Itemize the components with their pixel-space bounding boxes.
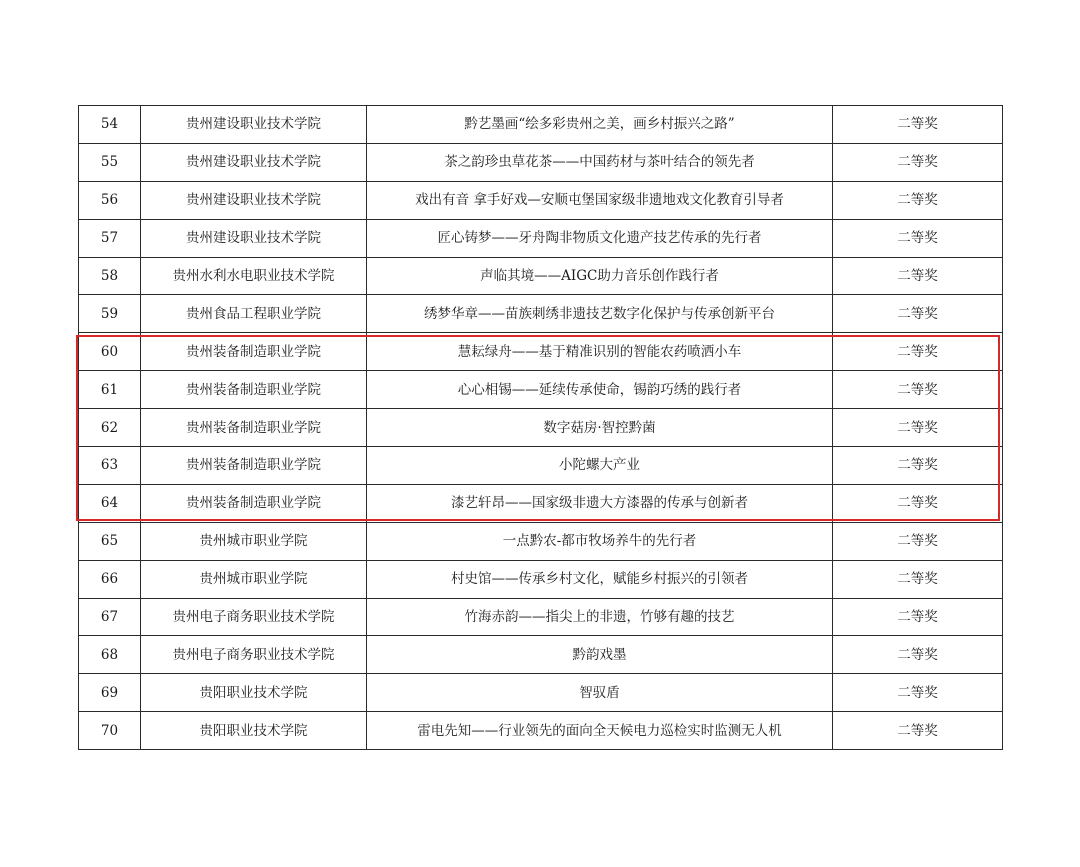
row-number-cell: 60 [79, 333, 141, 371]
table-row [79, 636, 1003, 674]
award-level-cell: 二等奖 [833, 257, 1003, 295]
award-level-cell: 二等奖 [833, 371, 1003, 409]
award-level-cell: 二等奖 [833, 143, 1003, 181]
awards-table-body [79, 106, 1003, 750]
school-name-cell: 贵州装备制造职业学院 [141, 447, 367, 485]
row-number-cell: 62 [79, 409, 141, 447]
project-name-cell: 慧耘绿舟——基于精准识别的智能农药喷洒小车 [367, 333, 833, 371]
project-name-cell: 一点黔农-都市牧场养牛的先行者 [367, 522, 833, 560]
school-name-cell: 贵州装备制造职业学院 [141, 409, 367, 447]
award-level-cell: 二等奖 [833, 333, 1003, 371]
school-name-cell: 贵州建设职业技术学院 [141, 143, 367, 181]
award-level-cell: 二等奖 [833, 636, 1003, 674]
table-row [79, 447, 1003, 485]
awards-table [78, 105, 1003, 750]
project-name-cell: 声临其境——AIGC助力音乐创作践行者 [367, 257, 833, 295]
school-name-cell: 贵州城市职业学院 [141, 560, 367, 598]
table-row [79, 484, 1003, 522]
row-number-cell: 65 [79, 522, 141, 560]
row-number-cell: 57 [79, 219, 141, 257]
project-name-cell: 戏出有音 拿手好戏—安顺屯堡国家级非遗地戏文化教育引导者 [367, 181, 833, 219]
table-row [79, 106, 1003, 144]
school-name-cell: 贵州水利水电职业技术学院 [141, 257, 367, 295]
project-name-cell: 数字菇房·智控黔菌 [367, 409, 833, 447]
project-name-cell: 绣梦华章——苗族刺绣非遗技艺数字化保护与传承创新平台 [367, 295, 833, 333]
award-level-cell: 二等奖 [833, 712, 1003, 750]
row-number-cell: 59 [79, 295, 141, 333]
award-level-cell: 二等奖 [833, 181, 1003, 219]
school-name-cell: 贵州建设职业技术学院 [141, 106, 367, 144]
project-name-cell: 小陀螺大产业 [367, 447, 833, 485]
row-number-cell: 58 [79, 257, 141, 295]
project-name-cell: 智驭盾 [367, 674, 833, 712]
row-number-cell: 63 [79, 447, 141, 485]
row-number-cell: 68 [79, 636, 141, 674]
table-row [79, 219, 1003, 257]
project-name-cell: 茶之韵珍虫草花茶——中国药材与茶叶结合的领先者 [367, 143, 833, 181]
table-row [79, 257, 1003, 295]
award-level-cell: 二等奖 [833, 674, 1003, 712]
project-name-cell: 村史馆——传承乡村文化，赋能乡村振兴的引领者 [367, 560, 833, 598]
row-number-cell: 69 [79, 674, 141, 712]
award-level-cell: 二等奖 [833, 598, 1003, 636]
school-name-cell: 贵州装备制造职业学院 [141, 484, 367, 522]
award-level-cell: 二等奖 [833, 219, 1003, 257]
school-name-cell: 贵州装备制造职业学院 [141, 371, 367, 409]
table-row [79, 181, 1003, 219]
table-row [79, 409, 1003, 447]
project-name-cell: 漆艺轩昂——国家级非遗大方漆器的传承与创新者 [367, 484, 833, 522]
table-row [79, 560, 1003, 598]
row-number-cell: 54 [79, 106, 141, 144]
school-name-cell: 贵州城市职业学院 [141, 522, 367, 560]
project-name-cell: 心心相锡——延续传承使命，锡韵巧绣的践行者 [367, 371, 833, 409]
table-row [79, 143, 1003, 181]
table-row [79, 674, 1003, 712]
row-number-cell: 70 [79, 712, 141, 750]
table-row [79, 371, 1003, 409]
table-row [79, 295, 1003, 333]
award-level-cell: 二等奖 [833, 522, 1003, 560]
school-name-cell: 贵州建设职业技术学院 [141, 181, 367, 219]
school-name-cell: 贵州装备制造职业学院 [141, 333, 367, 371]
project-name-cell: 匠心铸梦——牙舟陶非物质文化遗产技艺传承的先行者 [367, 219, 833, 257]
school-name-cell: 贵州电子商务职业技术学院 [141, 598, 367, 636]
table-row [79, 598, 1003, 636]
award-level-cell: 二等奖 [833, 295, 1003, 333]
row-number-cell: 61 [79, 371, 141, 409]
project-name-cell: 黔艺墨画“绘多彩贵州之美，画乡村振兴之路” [367, 106, 833, 144]
project-name-cell: 竹海赤韵——指尖上的非遗，竹够有趣的技艺 [367, 598, 833, 636]
school-name-cell: 贵州食品工程职业学院 [141, 295, 367, 333]
table-row [79, 712, 1003, 750]
table-row [79, 333, 1003, 371]
school-name-cell: 贵阳职业技术学院 [141, 674, 367, 712]
award-level-cell: 二等奖 [833, 106, 1003, 144]
school-name-cell: 贵州建设职业技术学院 [141, 219, 367, 257]
project-name-cell: 雷电先知——行业领先的面向全天候电力巡检实时监测无人机 [367, 712, 833, 750]
row-number-cell: 67 [79, 598, 141, 636]
row-number-cell: 64 [79, 484, 141, 522]
school-name-cell: 贵阳职业技术学院 [141, 712, 367, 750]
award-level-cell: 二等奖 [833, 560, 1003, 598]
award-level-cell: 二等奖 [833, 447, 1003, 485]
award-level-cell: 二等奖 [833, 409, 1003, 447]
row-number-cell: 55 [79, 143, 141, 181]
row-number-cell: 56 [79, 181, 141, 219]
award-level-cell: 二等奖 [833, 484, 1003, 522]
school-name-cell: 贵州电子商务职业技术学院 [141, 636, 367, 674]
row-number-cell: 66 [79, 560, 141, 598]
table-row [79, 522, 1003, 560]
project-name-cell: 黔韵戏墨 [367, 636, 833, 674]
